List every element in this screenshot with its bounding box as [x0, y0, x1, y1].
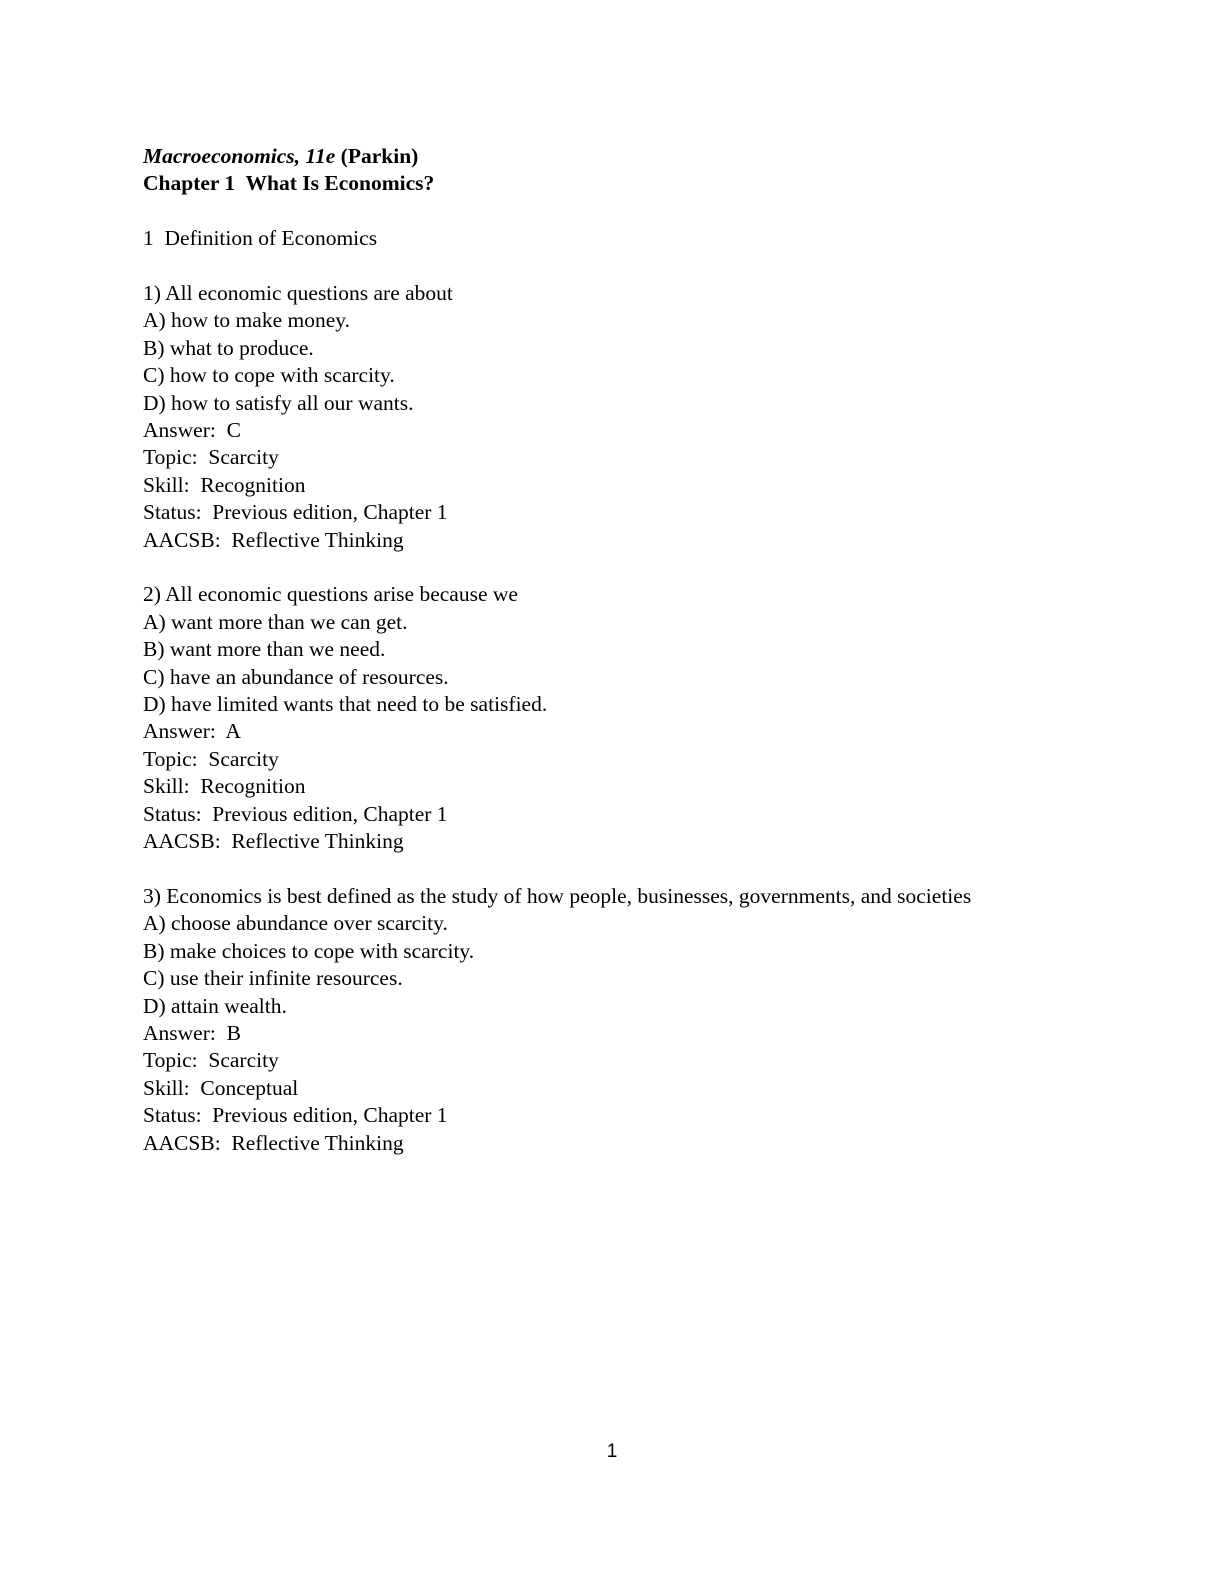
question-1: [143, 280, 1103, 554]
status-line: Status: Previous edition, Chapter 1: [143, 801, 448, 826]
topic-line: Topic: Scarcity: [143, 445, 279, 470]
skill-line: Skill: Recognition: [143, 472, 306, 497]
option-a: A) choose abundance over scarcity.: [143, 911, 448, 936]
topic-line: Topic: Scarcity: [143, 746, 279, 771]
question-stem: 1) All economic questions are about: [143, 281, 453, 305]
book-title: Macroeconomics, 11e: [143, 144, 336, 168]
option-b: B) want more than we need.: [143, 637, 386, 662]
chapter-title: Chapter 1 What Is Economics?: [143, 171, 435, 196]
aacsb-line: AACSB: Reflective Thinking: [143, 829, 404, 854]
answer-line: Answer: B: [143, 1020, 241, 1045]
answer-line: Answer: A: [143, 719, 241, 744]
book-title-line: [143, 143, 1103, 170]
question-stem: 3) Economics is best defined as the study of how people, businesses, governments, and societies: [143, 883, 972, 908]
answer-line: Answer: C: [143, 418, 241, 443]
section-heading: 1 Definition of Economics: [143, 226, 378, 251]
option-c: C) have an abundance of resources.: [143, 664, 449, 689]
book-author: (Parkin): [340, 144, 419, 168]
question-2: [143, 581, 1103, 855]
status-line: Status: Previous edition, Chapter 1: [143, 500, 448, 525]
question-3: [143, 883, 1103, 1157]
aacsb-line: AACSB: Reflective Thinking: [143, 527, 404, 552]
skill-line: Skill: Conceptual: [143, 1075, 299, 1100]
option-c: C) how to cope with scarcity.: [143, 363, 395, 388]
page-number: 1: [606, 1441, 618, 1462]
question-stem: 2) All economic questions arise because we: [143, 582, 518, 607]
option-a: A) want more than we can get.: [143, 609, 408, 634]
option-d: D) have limited wants that need to be satisfied.: [143, 692, 548, 717]
option-b: B) what to produce.: [143, 335, 314, 360]
status-line: Status: Previous edition, Chapter 1: [143, 1103, 448, 1128]
spacer: [143, 198, 1103, 225]
option-d: D) how to satisfy all our wants.: [143, 390, 414, 415]
document-page: [143, 143, 1103, 1157]
option-b: B) make choices to cope with scarcity.: [143, 938, 475, 963]
skill-line: Skill: Recognition: [143, 774, 306, 799]
topic-line: Topic: Scarcity: [143, 1048, 279, 1073]
aacsb-line: AACSB: Reflective Thinking: [143, 1130, 404, 1155]
option-c: C) use their infinite resources.: [143, 966, 403, 991]
spacer: [143, 253, 1103, 280]
option-a: A) how to make money.: [143, 308, 350, 333]
option-d: D) attain wealth.: [143, 993, 287, 1018]
